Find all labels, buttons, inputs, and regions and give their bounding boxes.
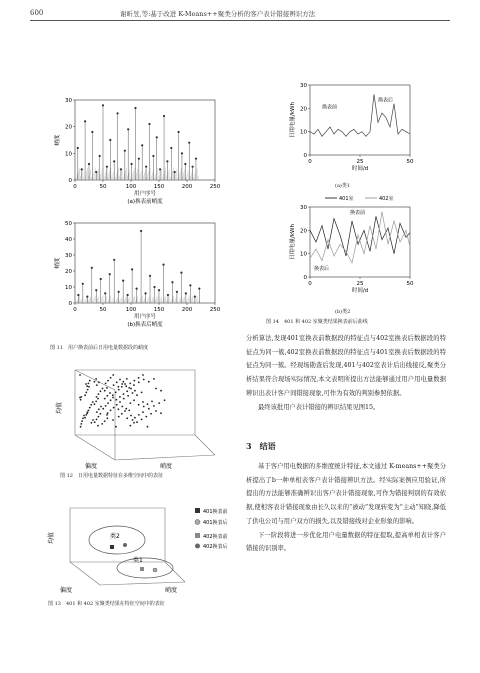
stem-marker <box>174 171 176 173</box>
scatter-point <box>112 419 114 421</box>
scatter-point <box>130 388 132 390</box>
fig12-axis-label-0: 均值 <box>56 401 63 414</box>
x-axis-label: 用户序号 <box>133 191 157 197</box>
y-tick-label: 30 <box>300 83 307 89</box>
x-tick-label: 50 <box>406 281 414 287</box>
stem-marker <box>118 291 120 293</box>
scatter-point <box>155 410 157 412</box>
stem-marker <box>185 292 187 294</box>
stem-marker <box>188 142 190 144</box>
scatter-point <box>129 425 131 427</box>
fig12-chart <box>55 360 225 470</box>
stem-marker <box>99 155 101 157</box>
scatter-point <box>95 378 97 380</box>
scatter-point <box>85 392 87 394</box>
y-tick-label: 0 <box>303 153 307 159</box>
y-tick-label: 10 <box>300 251 307 258</box>
stem-marker <box>189 284 191 286</box>
scatter-point <box>89 407 91 409</box>
stem-marker <box>77 147 79 149</box>
legend-label-0: 401室 <box>339 196 354 202</box>
scatter-point <box>105 383 107 385</box>
scatter-point <box>136 394 138 396</box>
x-axis-label: 时间/d <box>351 288 369 294</box>
scatter-point <box>119 401 121 403</box>
stem-marker <box>184 163 186 165</box>
scatter-point <box>130 415 132 417</box>
scatter-point <box>101 423 103 425</box>
scatter-point <box>133 399 135 401</box>
stem-marker <box>195 158 197 160</box>
y-tick-label: 20 <box>65 269 72 275</box>
stem-marker <box>109 139 111 141</box>
fig13-axis-label-2: 峭度 <box>165 587 178 594</box>
fig13-axis-label-1: 偏度 <box>60 587 73 594</box>
scatter-point <box>110 410 112 412</box>
fig11-caption: 图 11 用户换表前后日用电量数据段的峭度 <box>50 345 148 351</box>
scatter-point <box>153 405 155 407</box>
scatter-point <box>115 426 117 428</box>
marker-402-before <box>140 567 144 571</box>
scatter-point <box>83 415 85 417</box>
scatter-point <box>148 408 150 410</box>
scatter-point <box>106 417 108 419</box>
stem-marker <box>116 112 118 114</box>
fig11a-chart <box>45 95 230 215</box>
scatter-point <box>100 406 102 408</box>
scatter-point <box>128 410 130 412</box>
x-tick-label: 100 <box>125 307 137 313</box>
x-tick-label: 250 <box>209 184 221 190</box>
scatter-point <box>150 413 152 415</box>
scatter-point <box>110 377 112 379</box>
marker-402-after <box>123 543 127 547</box>
scatter-point <box>121 413 123 415</box>
para3: 基于客户用电数据的多维度统计特征,本文通过 K-means++聚类分析提出了b一种单相表客户表计错接辨识方法。经实际案例应用验证,所提出的方法能够准确辨识出客户表计错接现象,可作为错接判别的有效依据,使相客表计错接现象由长久以来的“被动”发现转变为“主动”知晓,降低了供电公司与用户双方的损失,以及错接线对企业形象的影响。 <box>246 463 446 525</box>
scatter-point <box>124 410 126 412</box>
scatter-point <box>138 381 140 383</box>
subfigure-caption: (b)换表后峭度 <box>127 322 163 328</box>
scatter-point <box>112 394 114 396</box>
scatter-point <box>121 406 123 408</box>
scatter-point <box>118 386 120 388</box>
fig12-axis-label-1: 峭度 <box>160 463 173 470</box>
y-axis-label: 峭度 <box>55 134 61 146</box>
x-tick-label: 0 <box>308 159 312 165</box>
y-tick-label: 0 <box>68 301 72 307</box>
scatter-point <box>116 404 118 406</box>
scatter-point <box>118 389 120 391</box>
stem-marker <box>81 168 83 170</box>
stem-marker <box>166 160 168 162</box>
y-axis-label: 日用电量/kWh <box>290 102 296 138</box>
scatter-point <box>124 383 126 385</box>
stem-marker <box>152 155 154 157</box>
stem-marker <box>122 280 124 282</box>
section-heading: 3 结语 <box>246 441 276 451</box>
scatter-point <box>92 419 94 421</box>
stem-marker <box>159 168 161 170</box>
legend-label-1: 402室 <box>379 196 394 202</box>
y-tick-label: 30 <box>65 253 72 259</box>
scatter-point <box>142 374 144 376</box>
scatter-point <box>123 398 125 400</box>
scatter-point <box>141 392 143 394</box>
para1: 分析算法,发现401室换表前数据段的特征点与402室换表后数据段的特征点为同一簇,402室换表前数据段的特征点与401室换表后数据段的特征点为同一簇。经现场勘查后发现,401与402室表计后出线接反,聚类分析结果符合现场实际情况,本文表明所提出方法能够通过用户用电量数据辨识出表计客户间错接现象,可作为有效的判别参照依据。 <box>246 335 446 397</box>
stem-marker <box>130 163 132 165</box>
scatter-point <box>118 416 120 418</box>
stem-marker <box>163 115 165 117</box>
x-tick-label: 100 <box>125 184 137 190</box>
scatter-point <box>100 390 102 392</box>
scatter-point <box>92 401 94 403</box>
scatter-point <box>98 408 100 410</box>
scatter-point <box>121 383 123 385</box>
scatter-point <box>88 386 90 388</box>
plot-frame <box>75 100 215 180</box>
scatter-point <box>96 396 98 398</box>
scatter-point <box>129 383 131 385</box>
scatter-point <box>119 379 121 381</box>
legend-402-before: 402换表前 <box>203 534 228 540</box>
annotation-after: 换表后 <box>378 97 394 104</box>
series-line <box>310 94 410 136</box>
x-axis-label: 用户序号 <box>133 314 157 320</box>
stem-marker <box>113 160 115 162</box>
scatter-point <box>107 402 109 404</box>
stem-marker <box>127 294 129 296</box>
scatter-point <box>125 408 127 410</box>
scatter-point <box>102 408 104 410</box>
stem-marker <box>181 152 183 154</box>
stem-marker <box>106 166 108 168</box>
scatter-point <box>148 381 150 383</box>
y-tick-label: 40 <box>65 237 72 243</box>
scatter-point <box>88 383 90 385</box>
scatter-point <box>84 394 86 396</box>
x-tick-label: 50 <box>406 159 414 165</box>
scatter-point <box>98 416 100 418</box>
scatter-point <box>94 403 96 405</box>
fig12-axis-label-2: 偏度 <box>85 463 98 470</box>
x-tick-label: 25 <box>356 281 364 287</box>
scatter-point <box>132 392 134 394</box>
x-tick-label: 250 <box>209 307 221 313</box>
scatter-point <box>107 412 109 414</box>
scatter-point <box>97 398 99 400</box>
legend-401-after: 401换表后 <box>203 520 228 526</box>
stem-marker <box>167 294 169 296</box>
stem-marker <box>156 136 158 138</box>
scatter-point <box>134 390 136 392</box>
scatter-point <box>80 426 82 428</box>
stem-marker <box>192 166 194 168</box>
scatter-point <box>143 406 145 408</box>
scatter-point <box>109 392 111 394</box>
scatter-point <box>128 387 130 389</box>
body-paragraph-2 <box>246 460 446 556</box>
scatter-point <box>96 419 98 421</box>
fig13-box <box>70 508 185 585</box>
scatter-point <box>90 404 92 406</box>
x-tick-label: 200 <box>181 184 193 190</box>
scatter-point <box>87 389 89 391</box>
scatter-point <box>126 417 128 419</box>
x-tick-label: 50 <box>99 184 107 190</box>
scatter-point <box>133 384 135 386</box>
scatter-point <box>129 402 131 404</box>
scatter-point <box>82 417 84 419</box>
marker-401-before <box>110 545 114 549</box>
stem-marker <box>102 104 104 106</box>
class1-ellipse <box>117 558 173 578</box>
y-tick-label: 10 <box>300 129 307 136</box>
class2-label: 类2 <box>110 533 120 540</box>
stem-marker <box>104 292 106 294</box>
y-tick-label: 30 <box>300 205 307 211</box>
plot-frame <box>310 85 410 155</box>
subfigure-caption: (a)换表前峭度 <box>127 199 163 205</box>
fig12-caption: 图 12 日用电量数据特征在多维空间中的表征 <box>60 473 163 479</box>
scatter-point <box>155 388 157 390</box>
stem-marker <box>180 272 182 274</box>
class2-ellipse <box>89 526 145 554</box>
scatter-point <box>91 422 93 424</box>
scatter-point <box>104 420 106 422</box>
scatter-point <box>89 380 91 382</box>
scatter-point <box>134 417 136 419</box>
scatter-point <box>80 423 82 425</box>
y-tick-label: 10 <box>65 285 72 291</box>
scatter-point <box>112 374 114 376</box>
scatter-point <box>79 374 81 376</box>
scatter-point <box>106 395 108 397</box>
stem-marker <box>84 120 86 122</box>
scatter-point <box>142 401 144 403</box>
stem-marker <box>113 259 115 261</box>
y-tick-label: 30 <box>65 98 72 104</box>
header-rule <box>30 20 450 21</box>
scatter-point <box>145 416 147 418</box>
y-tick-label: 20 <box>300 228 307 235</box>
fig13-legend <box>195 508 228 550</box>
x-tick-label: 200 <box>181 307 193 313</box>
scatter-point <box>147 426 149 428</box>
stem-marker <box>86 296 88 298</box>
fig11b-chart <box>45 218 230 338</box>
stem-marker <box>127 128 129 130</box>
scatter-point <box>106 387 108 389</box>
scatter-point <box>112 397 114 399</box>
marker-401-after <box>153 568 157 572</box>
para2: 最终该批用户表计错接的辨识结果见图15。 <box>258 403 380 411</box>
scatter-point <box>81 420 83 422</box>
page-number: 600 <box>30 9 44 17</box>
scatter-point <box>138 377 140 379</box>
stem-marker <box>131 268 133 270</box>
stem-marker <box>171 281 173 283</box>
y-axis-label: 峭度 <box>55 257 61 269</box>
scatter-point <box>123 393 125 395</box>
scatter-point <box>116 381 118 383</box>
scatter-point <box>98 393 100 395</box>
stem-marker <box>178 131 180 133</box>
fig14-caption: 图 14 401 和 402 室聚类结果换表前后曲线 <box>266 319 368 325</box>
scatter-point <box>127 395 129 397</box>
scatter-point <box>116 399 118 401</box>
scatter-point <box>125 385 127 387</box>
scatter-point <box>132 419 134 421</box>
fig13-caption: 图 13 401 和 402 室聚类结果在特征空间中的表征 <box>48 601 165 607</box>
stem-marker <box>88 163 90 165</box>
scatter-point <box>126 390 128 392</box>
scatter-point <box>86 385 88 387</box>
scatter-point <box>94 381 96 383</box>
stem-marker <box>124 150 126 152</box>
legend-401-before: 401换表前 <box>203 509 228 515</box>
scatter-point <box>122 381 124 383</box>
scatter-point <box>126 378 128 380</box>
stem-marker <box>145 166 147 168</box>
scatter-point <box>95 401 97 403</box>
y-tick-label: 0 <box>68 178 72 184</box>
stem-marker <box>141 144 143 146</box>
stem-marker <box>100 278 102 280</box>
scatter-point <box>147 403 149 405</box>
y-tick-label: 20 <box>65 124 72 131</box>
scatter-point <box>113 407 115 409</box>
scatter-point <box>138 404 140 406</box>
scatter-point <box>104 390 106 392</box>
scatter-point <box>143 379 145 381</box>
stem-marker <box>134 107 136 109</box>
fig14b-chart <box>285 192 415 302</box>
fig13-axis-label-0: 均值 <box>48 531 55 544</box>
scatter-point <box>106 414 108 416</box>
stem-marker <box>109 273 111 275</box>
fig14a-chart <box>285 80 415 180</box>
annotation-before: 换表前 <box>322 104 338 111</box>
scatter-point <box>133 422 135 424</box>
scatter-point <box>96 411 98 413</box>
scatter-point <box>138 414 140 416</box>
scatter-point <box>134 380 136 382</box>
fig14b-caption: (b)类2 <box>335 309 351 315</box>
scatter-point <box>160 390 162 392</box>
scatter-point <box>110 399 112 401</box>
stem-marker <box>95 171 97 173</box>
fig14a-caption: (a)类1 <box>335 183 351 189</box>
stem-marker <box>82 283 84 285</box>
scatter-point <box>94 421 96 423</box>
y-tick-label: 10 <box>65 151 72 158</box>
x-tick-label: 50 <box>99 307 107 313</box>
scatter-point <box>160 412 162 414</box>
fig13-chart <box>45 500 235 595</box>
x-axis-label: 时间/d <box>351 166 369 172</box>
scatter-point <box>97 425 99 427</box>
stem-marker <box>120 168 122 170</box>
class1-label: 类1 <box>133 557 143 564</box>
scatter-point <box>115 392 117 394</box>
scatter-point <box>136 421 138 423</box>
scatter-point <box>88 410 90 412</box>
stem-marker <box>91 267 93 269</box>
scatter-point <box>102 388 104 390</box>
stem-marker <box>144 292 146 294</box>
scatter-point <box>142 411 144 413</box>
fig12-points <box>79 374 165 428</box>
scatter-point <box>80 399 82 401</box>
stem-marker <box>153 286 155 288</box>
running-title: 谢昕昱,等:基于改进 K-Means++聚类分析的客户表计错接辨识方法 <box>120 10 316 18</box>
scatter-point <box>100 413 102 415</box>
scatter-point <box>85 414 87 416</box>
stem-marker <box>149 275 151 277</box>
stem-marker <box>162 264 164 266</box>
y-tick-label: 50 <box>65 221 72 227</box>
y-tick-label: 0 <box>303 275 307 281</box>
scatter-point <box>119 396 121 398</box>
x-tick-label: 0 <box>73 307 77 313</box>
stem-marker <box>91 131 93 133</box>
scatter-point <box>141 419 143 421</box>
y-tick-label: 20 <box>300 106 307 113</box>
scatter-point <box>107 380 109 382</box>
stem-marker <box>77 294 79 296</box>
stem-marker <box>194 296 196 298</box>
stem-marker <box>170 147 172 149</box>
scatter-point <box>87 411 89 413</box>
scatter-point <box>151 401 153 403</box>
annotation-after: 换表后 <box>314 266 330 272</box>
legend-402-after: 402换表后 <box>203 544 228 550</box>
x-tick-label: 0 <box>73 184 77 190</box>
fig12-box <box>75 370 215 460</box>
stem-marker <box>95 289 97 291</box>
scatter-point <box>85 383 87 385</box>
para4: 下一阶段将进一步优化用户电量数据的特征提取,提高单相表计客户错接的识别率。 <box>246 531 446 553</box>
scatter-point <box>84 417 86 419</box>
scatter-point <box>158 402 160 404</box>
scatter-point <box>105 405 107 407</box>
body-paragraph-1 <box>246 332 446 414</box>
stem-marker <box>158 289 160 291</box>
scatter-point <box>80 396 82 398</box>
scatter-point <box>96 384 98 386</box>
x-tick-label: 150 <box>153 184 165 190</box>
stem-marker <box>198 288 200 290</box>
x-tick-label: 150 <box>153 307 165 313</box>
scatter-point <box>104 398 106 400</box>
scatter-point <box>153 378 155 380</box>
scatter-point <box>98 381 100 383</box>
x-tick-label: 25 <box>356 159 364 165</box>
scatter-point <box>113 384 115 386</box>
annotation-before: 换表前 <box>350 210 366 216</box>
stem-marker <box>176 291 178 293</box>
stem-marker <box>140 230 142 232</box>
stem-marker <box>148 123 150 125</box>
x-tick-label: 0 <box>308 281 312 287</box>
stem-marker <box>138 158 140 160</box>
scatter-point <box>118 408 120 410</box>
scatter-point <box>121 386 123 388</box>
y-axis-label: 日用电量/kWh <box>290 224 296 260</box>
stem-marker <box>136 288 138 290</box>
scatter-point <box>164 399 166 401</box>
